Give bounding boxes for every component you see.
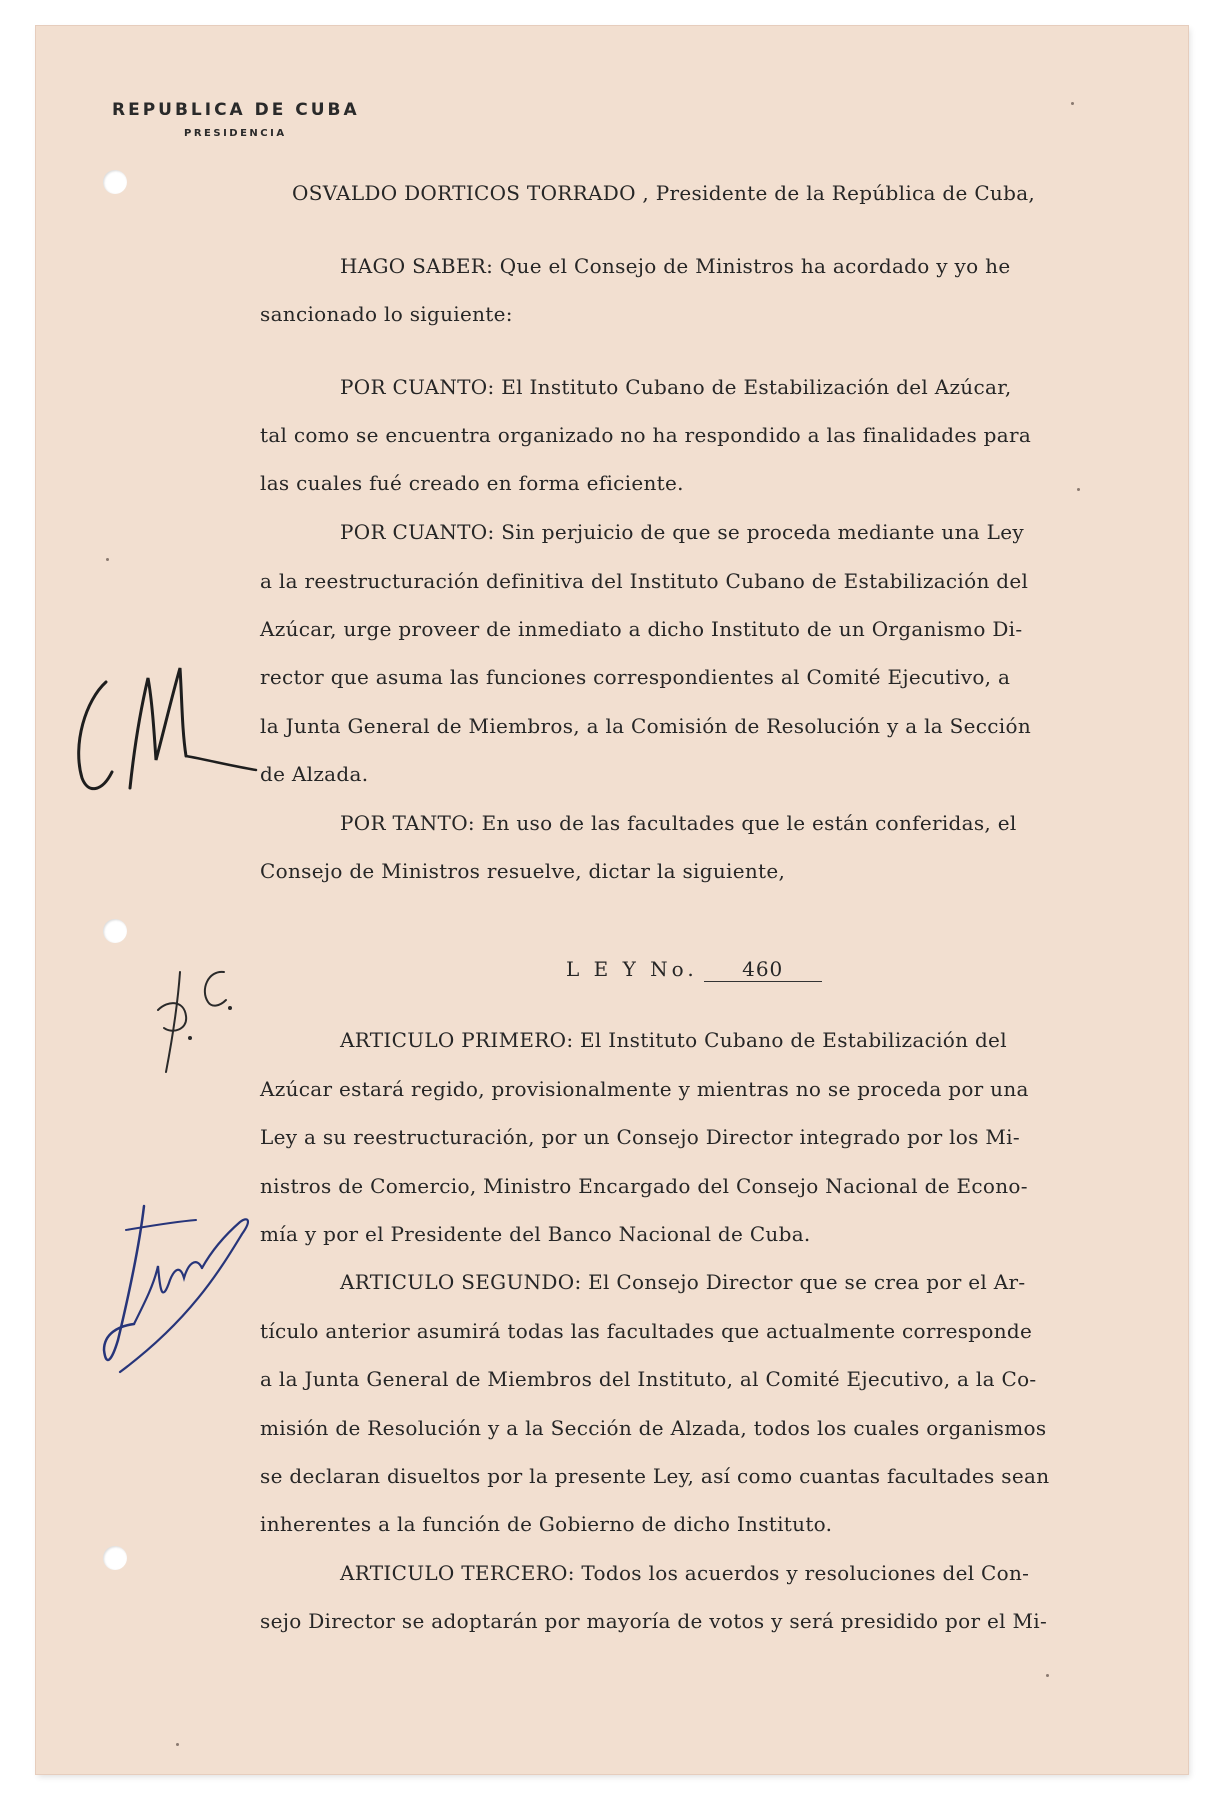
- letterhead: [112, 100, 360, 139]
- law-heading: [566, 957, 822, 982]
- text-line: rector que asuma las funciones correspondientes al Comité Ejecutivo, a: [260, 665, 1011, 689]
- text-line: las cuales fué creado en forma eficiente.: [260, 471, 684, 495]
- text-line: de Alzada.: [260, 762, 369, 786]
- law-number: 460: [704, 957, 822, 982]
- text-line: la Junta General de Miembros, a la Comisión de Resolución y a la Sección: [260, 714, 1032, 738]
- text-line: sancionado lo siguiente:: [260, 302, 513, 326]
- paper-speck: [106, 558, 109, 561]
- text-line: sejo Director se adoptarán por mayoría de votos y será presidido por el Mi-: [260, 1609, 1048, 1633]
- text-line: misión de Resolución y a la Sección de Alzada, todos los cuales organismos: [260, 1416, 1047, 1440]
- paper-speck: [1077, 488, 1080, 491]
- text-line: mía y por el Presidente del Banco Nacional de Cuba.: [260, 1222, 811, 1246]
- text-line: ARTICULO PRIMERO: El Instituto Cubano de Estabilización del: [340, 1028, 1007, 1052]
- text-line: Azúcar, urge proveer de inmediato a dicho Instituto de un Organismo Di-: [260, 617, 1023, 641]
- paper-speck: [176, 1743, 179, 1746]
- text-line: HAGO SABER: Que el Consejo de Ministros ha acordado y yo he: [340, 254, 1011, 278]
- text-line: inherentes a la función de Gobierno de dicho Instituto.: [260, 1512, 833, 1536]
- text-line: OSVALDO DORTICOS TORRADO , Presidente de la República de Cuba,: [292, 181, 1036, 205]
- text-line: Consejo de Ministros resuelve, dictar la siguiente,: [260, 859, 786, 883]
- text-line: ARTICULO SEGUNDO: El Consejo Director que se crea por el Ar-: [340, 1270, 1026, 1294]
- signature-blue: [100, 1200, 260, 1380]
- paper-speck: [1046, 1674, 1049, 1677]
- text-line: ARTICULO TERCERO: Todos los acuerdos y resoluciones del Con-: [340, 1561, 1030, 1585]
- letterhead-country: REPUBLICA DE CUBA: [112, 100, 360, 120]
- text-line: tal como se encuentra organizado no ha respondido a las finalidades para: [260, 423, 1032, 447]
- text-line: nistros de Comercio, Ministro Encargado del Consejo Nacional de Econo-: [260, 1174, 1028, 1198]
- signature-mark-top: [68, 660, 258, 810]
- text-line: a la Junta General de Miembros del Instituto, al Comité Ejecutivo, a la Co-: [260, 1367, 1037, 1391]
- text-line: POR TANTO: En uso de las facultades que le están conferidas, el: [340, 811, 1017, 835]
- letterhead-office: PRESIDENCIA: [184, 128, 287, 139]
- law-label: L E Y No.: [566, 957, 698, 981]
- punch-hole-top: [103, 170, 127, 194]
- text-line: tículo anterior asumirá todas las facultades que actualmente corresponde: [260, 1319, 1033, 1343]
- punch-hole-middle: [103, 919, 127, 943]
- text-line: POR CUANTO: Sin perjuicio de que se proceda mediante una Ley: [340, 520, 1024, 544]
- text-line: Azúcar estará regido, provisionalmente y mientras no se proceda por una: [260, 1077, 1029, 1101]
- initials-mark: [150, 960, 240, 1090]
- punch-hole-bottom: [103, 1546, 127, 1570]
- text-line: POR CUANTO: El Instituto Cubano de Estabilización del Azúcar,: [340, 375, 1012, 399]
- text-line: se declaran disueltos por la presente Ley, así como cuantas facultades sean: [260, 1464, 1050, 1488]
- text-line: a la reestructuración definitiva del Instituto Cubano de Estabilización del: [260, 569, 1029, 593]
- paper-speck: [1071, 102, 1074, 105]
- text-line: Ley a su reestructuración, por un Consejo Director integrado por los Mi-: [260, 1125, 1020, 1149]
